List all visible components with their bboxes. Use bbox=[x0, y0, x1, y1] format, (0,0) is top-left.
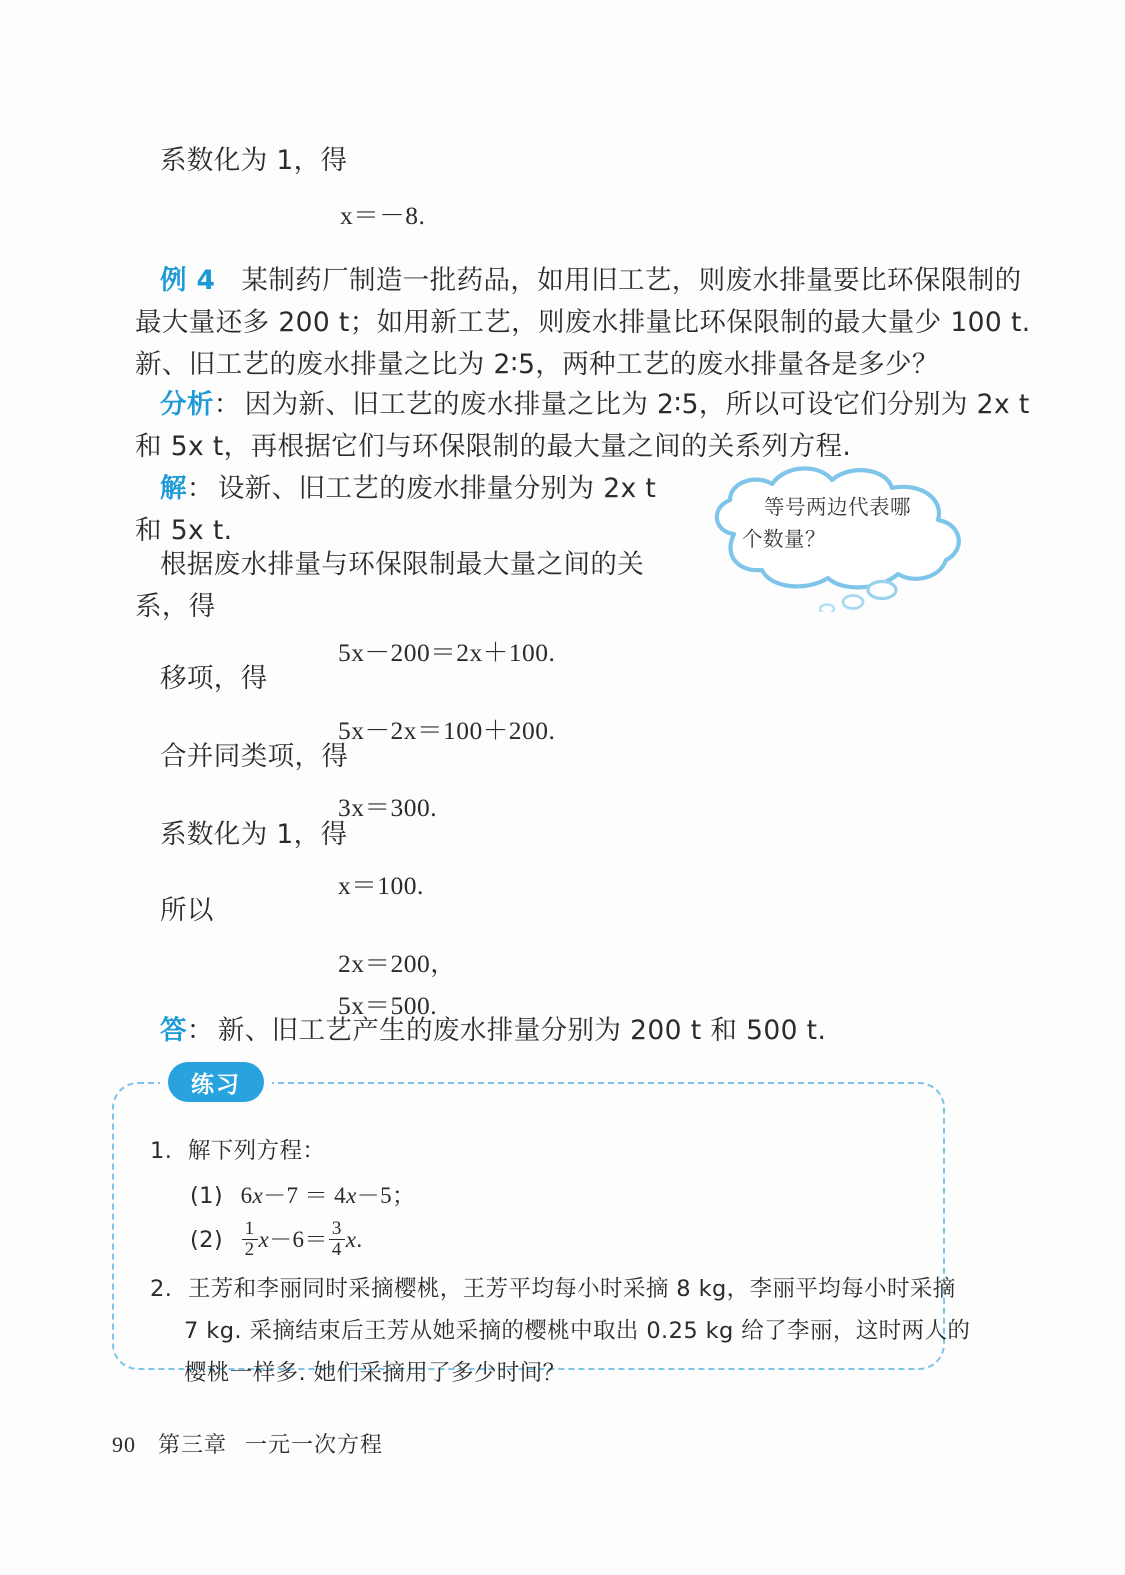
practice-item-1-sub-1-equation: 6x－7 ＝ 4x－5； bbox=[240, 1183, 416, 1208]
practice-badge: 练习 bbox=[168, 1062, 264, 1102]
example-body-line3: 新、旧工艺的废水排量之比为 2∶5，两种工艺的废水排量各是多少？ bbox=[135, 349, 939, 380]
solution-line3: 根据废水排量与环保限制最大量之间的关 bbox=[160, 549, 645, 580]
practice-item-2-number: 2. bbox=[150, 1276, 173, 1302]
answer-text: 新、旧工艺产生的废水排量分别为 200 t 和 500 t. bbox=[217, 1015, 827, 1046]
solution-step2-label: 移项，得 bbox=[160, 663, 268, 694]
footer-chapter: 第三章 bbox=[158, 1433, 228, 1458]
answer-line bbox=[160, 1015, 827, 1046]
solution-line4: 系，得 bbox=[135, 591, 216, 622]
top-step-equation: x＝－8. bbox=[340, 201, 426, 230]
practice-item-2 bbox=[150, 1271, 956, 1303]
page-footer bbox=[112, 1428, 383, 1459]
thought-bubble bbox=[690, 462, 980, 612]
practice-item-1-sub-2-label: (2) bbox=[190, 1227, 224, 1254]
practice-item-1-stem: 解下列方程： bbox=[187, 1138, 326, 1164]
solution-equation-3: 3x＝300. bbox=[338, 793, 438, 822]
example-body-line1: 某制药厂制造一批药品，如用旧工艺，则废水排量要比环保限制的 bbox=[241, 265, 1022, 296]
practice-item-1-sub-2-equation: $\frac{1}{2}$ x－6＝ $\frac{3}{4}$ x. bbox=[241, 1227, 363, 1252]
solution-step5-label: 所以 bbox=[160, 895, 214, 926]
page-number: 90 bbox=[112, 1432, 136, 1457]
solution-line2: 和 5x t. bbox=[135, 515, 233, 546]
solution-equation-2: 5x－2x＝100＋200. bbox=[338, 716, 556, 745]
fraction-three-quarters: $\frac{3}{4}$ bbox=[329, 1219, 345, 1260]
analysis-colon: ： bbox=[213, 389, 241, 420]
solution-equation-4: x＝100. bbox=[338, 871, 424, 900]
practice-item-1-sub-1 bbox=[190, 1177, 415, 1210]
solution-line1: 设新、旧工艺的废水排量分别为 2x t bbox=[217, 473, 657, 504]
solution-label: 解 bbox=[160, 473, 187, 504]
solution-equation-5: 2x＝200， bbox=[338, 949, 457, 978]
analysis-line1: 因为新、旧工艺的废水排量之比为 2∶5，所以可设它们分别为 2x t bbox=[244, 389, 1030, 420]
top-step-label: 系数化为 1，得 bbox=[160, 145, 348, 176]
solution-equation-1: 5x－200＝2x＋100. bbox=[338, 638, 556, 667]
footer-section: 一元一次方程 bbox=[245, 1433, 384, 1458]
thought-bubble-text bbox=[742, 492, 942, 556]
practice-item-1-sub-2 bbox=[190, 1219, 363, 1260]
practice-item-1-sub-1-label: (1) bbox=[190, 1183, 224, 1209]
thought-bubble-line1: 等号两边代表哪 bbox=[764, 495, 911, 519]
fraction-one-half: $\frac{1}{2}$ bbox=[242, 1219, 258, 1260]
practice-item-2-line-2: 7 kg. 采摘结束后王芳从她采摘的樱桃中取出 0.25 kg 给了李丽，这时两人的 bbox=[184, 1318, 971, 1344]
solution-step3-label: 合并同类项，得 bbox=[160, 741, 349, 772]
practice-item-1-number: 1. bbox=[150, 1138, 173, 1164]
answer-colon: ： bbox=[186, 1015, 214, 1046]
example-heading bbox=[160, 265, 1022, 296]
analysis-line2: 和 5x t，再根据它们与环保限制的最大量之间的关系列方程. bbox=[135, 431, 852, 462]
practice-item-2-line-3: 樱桃一样多. 她们采摘用了多少时间？ bbox=[184, 1360, 566, 1386]
example-tag: 例 4 bbox=[160, 265, 216, 296]
solution-equation-6: 5x＝500. bbox=[338, 991, 438, 1020]
solution-step4-label: 系数化为 1，得 bbox=[160, 819, 348, 850]
solution-heading bbox=[160, 473, 657, 504]
solution-colon: ： bbox=[186, 473, 214, 504]
analysis-heading bbox=[160, 389, 1030, 420]
thought-bubble-line2: 个数量？ bbox=[742, 526, 826, 551]
example-body-line2: 最大量还多 200 t；如用新工艺，则废水排量比环保限制的最大量少 100 t. bbox=[135, 307, 1031, 338]
analysis-label: 分析 bbox=[160, 389, 214, 420]
answer-label: 答 bbox=[160, 1015, 187, 1046]
practice-item-1 bbox=[150, 1133, 325, 1165]
practice-item-2-line-1: 王芳和李丽同时采摘樱桃，王芳平均每小时采摘 8 kg，李丽平均每小时采摘 bbox=[187, 1276, 956, 1302]
